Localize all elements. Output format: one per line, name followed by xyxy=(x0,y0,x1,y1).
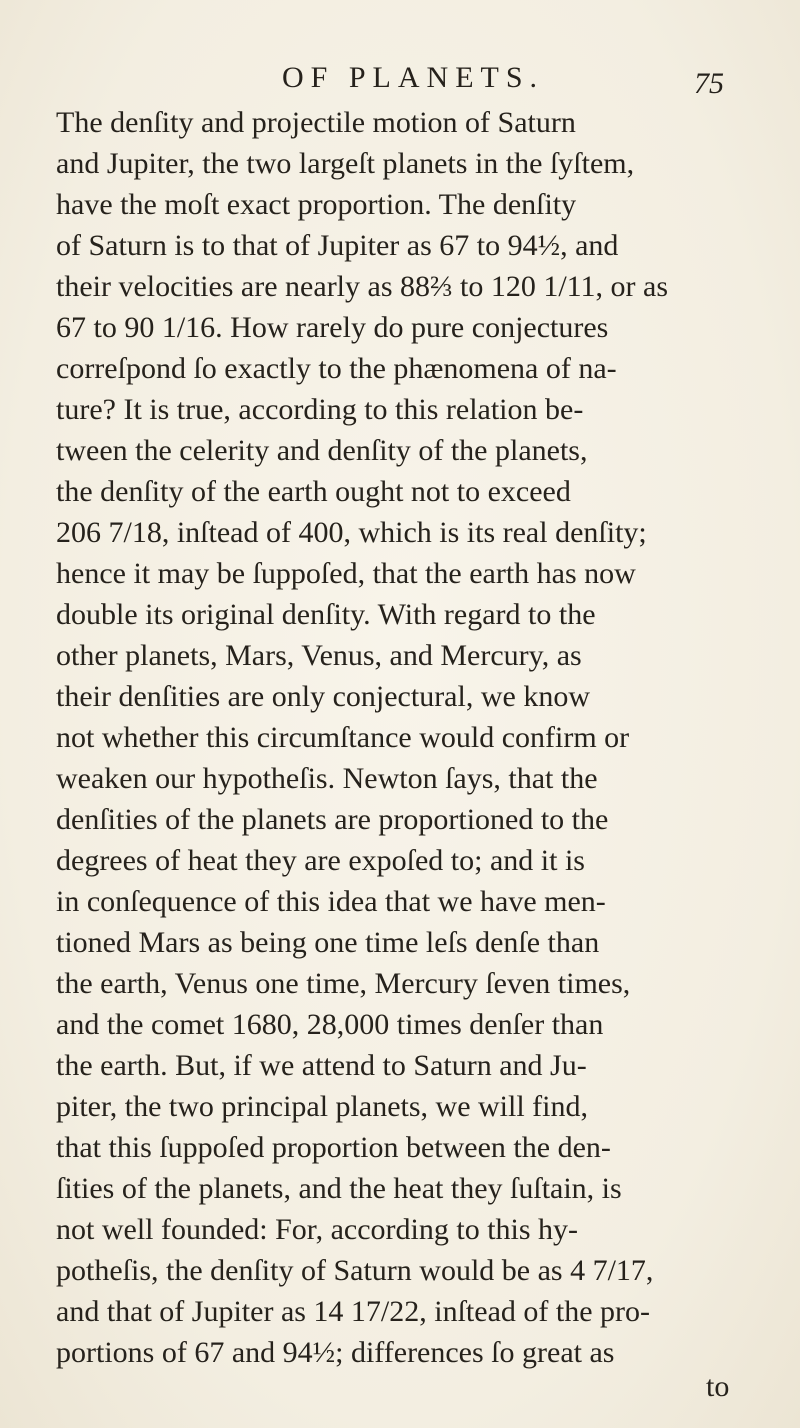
text-line: the denſity of the earth ought not to exceed xyxy=(56,475,571,508)
text-line: tioned Mars as being one time leſs denſe than xyxy=(56,926,600,959)
catchword: to xyxy=(706,1370,730,1403)
text-line: degrees of heat they are expoſed to; and it is xyxy=(56,844,585,877)
text-line: denſities of the planets are proportioned to the xyxy=(56,803,609,836)
text-line: tween the celerity and denſity of the planets, xyxy=(56,434,588,467)
text-line: ſities of the planets, and the heat they ſuſtain, is xyxy=(56,1172,622,1205)
text-line: ture? It is true, according to this relation be- xyxy=(56,393,584,426)
text-line: that this ſuppoſed proportion between the den- xyxy=(56,1131,611,1164)
text-line: have the moſt exact proportion. The denſity xyxy=(56,188,577,221)
text-line: not well founded: For, according to this hy- xyxy=(56,1213,579,1246)
text-line: other planets, Mars, Venus, and Mercury, as xyxy=(56,639,582,672)
text-line: and that of Jupiter as 14 17/22, inſtead of the pro- xyxy=(56,1295,651,1328)
text-line: portions of 67 and 94½; differences ſo great as xyxy=(56,1336,615,1369)
text-line: their velocities are nearly as 88⅔ to 120 1/11, or as xyxy=(56,270,669,303)
text-line: double its original denſity. With regard to the xyxy=(56,598,596,631)
running-title: OF PLANETS. xyxy=(282,61,545,94)
text-line: The denſity and projectile motion of Saturn xyxy=(56,106,576,139)
page-number: 75 xyxy=(694,67,724,100)
text-line: correſpond ſo exactly to the phænomena of na- xyxy=(56,352,617,385)
text-line: 206 7/18, inſtead of 400, which is its real denſity; xyxy=(56,516,647,549)
text-line: weaken our hypotheſis. Newton ſays, that the xyxy=(56,762,598,795)
running-head xyxy=(0,58,800,102)
text-line: and the comet 1680, 28,000 times denſer than xyxy=(56,1008,604,1041)
text-line: piter, the two principal planets, we will find, xyxy=(56,1090,589,1123)
text-line: potheſis, the denſity of Saturn would be as 4 7/17, xyxy=(56,1254,654,1287)
text-line: the earth, Venus one time, Mercury ſeven times, xyxy=(56,967,631,1000)
text-line: hence it may be ſuppoſed, that the earth has now xyxy=(56,557,636,590)
text-line: 67 to 90 1/16. How rarely do pure conjectures xyxy=(56,311,609,344)
text-line: and Jupiter, the two largeſt planets in the ſyſtem, xyxy=(56,147,635,180)
text-line: their denſities are only conjectural, we know xyxy=(56,680,590,713)
text-line: not whether this circumſtance would confirm or xyxy=(56,721,630,754)
text-line: in conſequence of this idea that we have men- xyxy=(56,885,606,918)
text-line: of Saturn is to that of Jupiter as 67 to 94½, and xyxy=(56,229,619,262)
text-line: the earth. But, if we attend to Saturn and Ju- xyxy=(56,1049,587,1082)
